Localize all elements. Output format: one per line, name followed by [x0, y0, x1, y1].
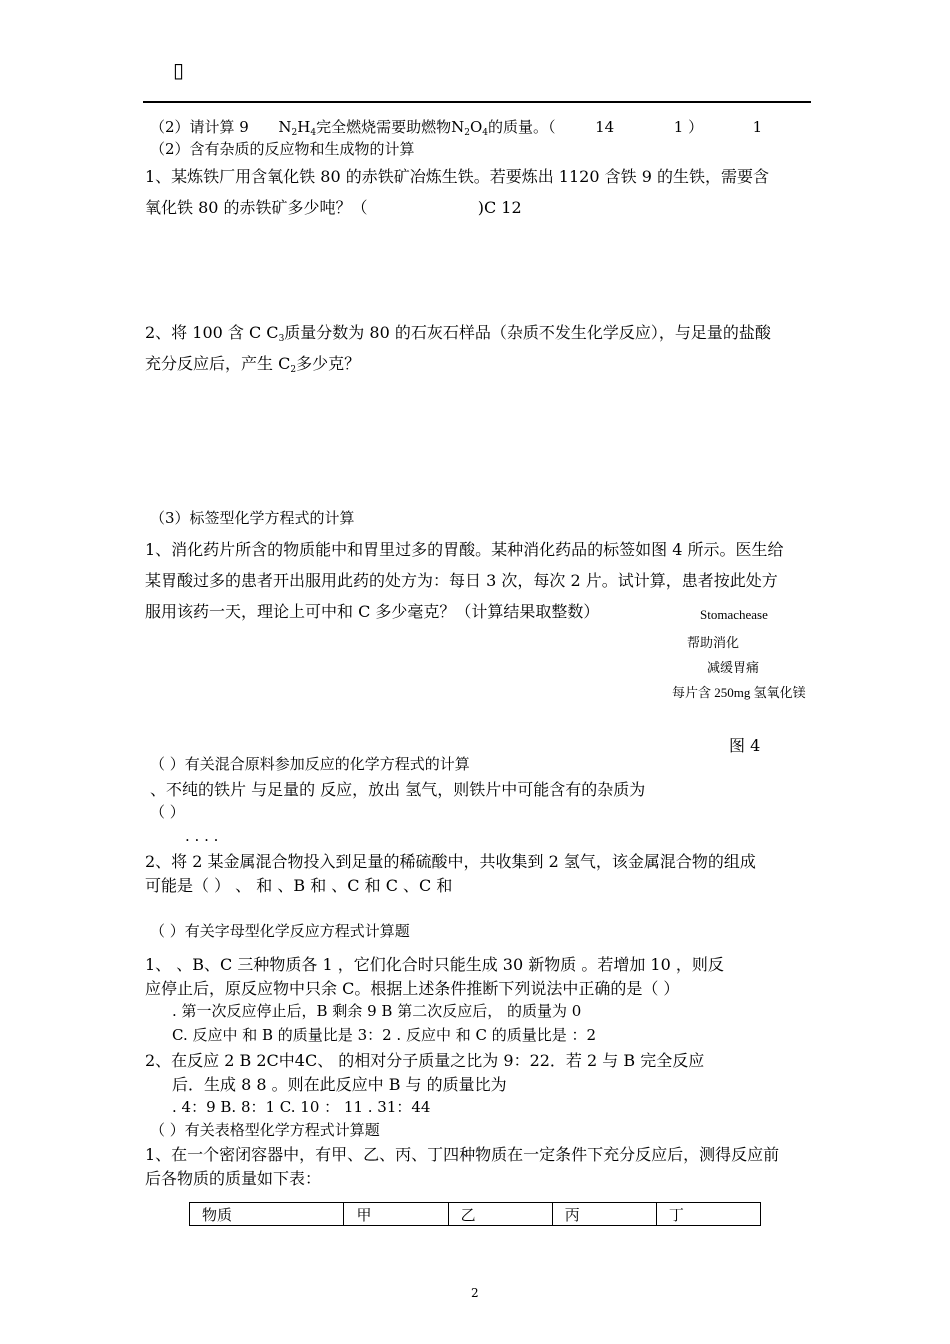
figure-caption: 图 4	[729, 736, 761, 755]
text-run: 1	[752, 118, 763, 136]
section-heading-table: （ ）有关表格型化学方程式计算题	[150, 1121, 380, 1139]
table-header-cell: 物质	[190, 1203, 344, 1226]
text-run: 的质量。（	[488, 118, 556, 136]
table-header-cell: 丁	[656, 1203, 760, 1226]
question-text: 后．生成 8 8 。则在此反应中 B 与 的质量比为	[172, 1075, 507, 1094]
text-run: 多少克？	[296, 354, 361, 373]
section-heading-mixed: （ ）有关混合原料参加反应的化学方程式的计算	[150, 755, 470, 773]
question-text: 后各物质的质量如下表：	[145, 1169, 322, 1188]
answer-options: . 4：9 B. 8：1 C. 10 ： 11 . 31：44	[172, 1098, 431, 1116]
question-text: 某胃酸过多的患者开出服用此药的处方为：每日 3 次，每次 2 片。试计算，患者按此处方	[145, 571, 778, 590]
text-run: 14	[595, 118, 615, 136]
question-text: 应停止后，原反应物中只余 C。根据上述条件推断下列说法中正确的是（ ）	[145, 979, 680, 998]
table-header-cell: 丙	[552, 1203, 656, 1226]
subscript: 4	[310, 128, 317, 138]
header-glyph: ▯	[173, 58, 185, 82]
question-text: 2、在反应 2 B 2C中4C、 的相对分子质量之比为 9：22．若 2 与 B 完全反应	[145, 1051, 705, 1070]
text-run: O	[469, 118, 483, 136]
table-header-row	[190, 1203, 761, 1226]
text-run: N	[278, 118, 292, 136]
subscript: 3	[278, 334, 285, 344]
page-number: 2	[471, 1286, 479, 1300]
question-text: 服用该药一天，理论上可中和 C 多少毫克？（计算结果取整数）	[145, 602, 600, 621]
section-heading-impurities: （2）含有杂质的反应物和生成物的计算	[150, 140, 415, 158]
answer-option: . 第一次反应停止后，B 剩余 9 B 第二次反应后， 的质量为 0	[172, 1002, 582, 1020]
question-text: 1、某炼铁厂用含氧化铁 80 的赤铁矿冶炼生铁。若要炼出 1120 含铁 9 的生铁，需要含	[145, 167, 769, 186]
question-text: （ ）	[150, 803, 185, 821]
question-text: 可能是（ ） 、 和 、B 和 、C 和 C 、C 和	[145, 876, 453, 895]
question-text: 1、在一个密闭容器中，有甲、乙、丙、丁四种物质在一定条件下充分反应后，测得反应前	[145, 1145, 780, 1164]
question-line-1	[150, 116, 762, 138]
text-run: )C 12	[477, 198, 522, 217]
question-text: 1、 、B、C 三种物质各 1 ，它们化合时只能生成 30 新物质 。若增加 10 ，则反	[145, 955, 724, 974]
label-brand: Stomachease	[700, 607, 768, 622]
subscript: 4	[482, 128, 489, 138]
question-text: 2、将 2 某金属混合物投入到足量的稀硫酸中，共收集到 2 氢气，该金属混合物的组成	[145, 852, 756, 871]
text-run: H	[297, 118, 311, 136]
subscript: 2	[290, 365, 297, 375]
mass-table	[189, 1202, 761, 1226]
text-run: （2）请计算 9	[150, 118, 249, 136]
table-header-cell: 甲	[344, 1203, 448, 1226]
text-run: 2、将 100 含 C C	[145, 323, 279, 342]
subscript: 2	[291, 128, 298, 138]
text-run: 完全燃烧需要助燃物	[316, 118, 452, 136]
text-run: 质量分数为 80 的石灰石样品（杂质不发生化学反应），与足量的盐酸	[284, 323, 771, 342]
text-run: 1 ）	[673, 118, 704, 136]
subscript: 2	[464, 128, 470, 138]
text-run: N	[451, 118, 465, 136]
answer-option: C. 反应中 和 B 的质量比是 3：2 . 反应中 和 C 的质量比是 ：2	[172, 1026, 597, 1044]
table-header-cell: 乙	[448, 1203, 552, 1226]
question-text	[145, 320, 771, 344]
section-heading-letters: （ ）有关字母型化学反应方程式计算题	[150, 922, 410, 940]
question-text: 1、消化药片所含的物质能中和胃里过多的胃酸。某种消化药品的标签如图 4 所示。医生给	[145, 540, 784, 559]
label-line: 减缓胃痛	[707, 660, 760, 675]
section-heading-label-type: （3）标签型化学方程式的计算	[150, 509, 355, 527]
question-text: 、不纯的铁片 与足量的 反应，放出 氢气，则铁片中可能含有的杂质为	[150, 780, 646, 799]
question-text	[145, 351, 360, 375]
text-run: 氧化铁 80 的赤铁矿多少吨？（	[145, 198, 368, 217]
label-line: 每片含 250mg 氢氧化镁	[672, 685, 806, 700]
header-rule	[143, 101, 811, 103]
text-run: 充分反应后，产生 C	[145, 354, 291, 373]
question-text	[145, 195, 522, 218]
answer-options: . . . .	[185, 827, 219, 845]
label-line: 帮助消化	[687, 635, 740, 650]
